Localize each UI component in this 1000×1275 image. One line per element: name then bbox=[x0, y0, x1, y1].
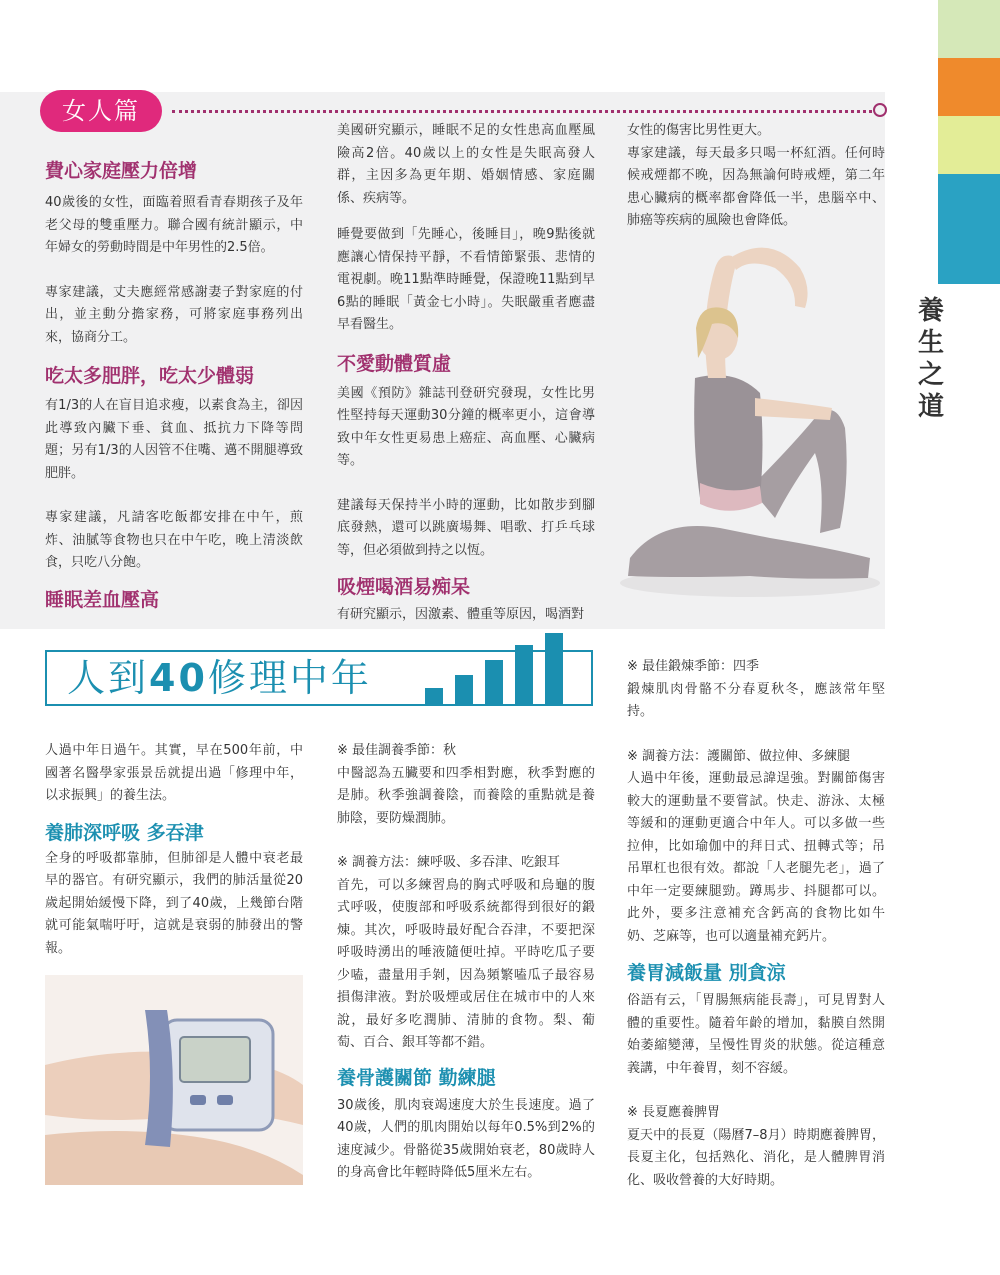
divider-end-circle bbox=[873, 103, 887, 117]
paragraph: 40歲後的女性，面臨着照看青春期孩子及年老父母的雙重壓力。聯合國有統計顯示，中年婦女的勞動時間是中年男性的2.5倍。 bbox=[45, 195, 303, 255]
banner-bar-4 bbox=[515, 645, 533, 706]
paragraph: 首先，可以多練習鳥的胸式呼吸和烏龜的腹式呼吸，使腹部和呼吸系統都得到很好的鍛煉。其次，呼吸時最好配合吞津，不要把深呼吸時湧出的唾液隨便吐掉。平時吃瓜子要少嗑，盡量用手剝，因為頻繁嗑瓜子最容易損傷津液。對於吸煙或居住在城市中的人來說，最好多吃潤肺、清肺的食物。梨、葡萄、百合、銀耳等都不錯。 bbox=[337, 877, 595, 1050]
heading-diet: 吃太多肥胖，吃太少體弱 bbox=[45, 365, 255, 387]
banner-bar-1 bbox=[425, 688, 443, 706]
color-tab-4 bbox=[938, 174, 1000, 284]
blood-pressure-monitor-photo bbox=[45, 975, 303, 1185]
paragraph: 女性的傷害比男性更大。 bbox=[627, 123, 771, 138]
note: ※ 長夏應養脾胃 bbox=[627, 1105, 721, 1120]
heading-bones: 養骨護關節 勤練腿 bbox=[337, 1066, 496, 1089]
midlife-column-3 bbox=[627, 656, 885, 1192]
color-tab-2 bbox=[938, 58, 1000, 116]
paragraph: 專家建議，每天最多只喝一杯紅酒。任何時候戒煙都不晚，因為無論何時戒煙，第二年患心臟病的概率都會降低一半，患腦卒中、肺癌等疾病的風險也會降低。 bbox=[627, 145, 885, 228]
paragraph: 全身的呼吸都靠肺，但肺卻是人體中衰老最早的器官。有研究顯示，我們的肺活量從20歲起開始緩慢下降，到了40歲，上幾節台階就可能氣喘吁吁，這就是衰弱的肺發出的警報。 bbox=[45, 850, 303, 956]
paragraph: 夏天中的長夏（陽曆7–8月）時期應養脾胃，長夏主化，包括熟化、消化，是人體脾胃消化、吸收營養的大好時期。 bbox=[627, 1127, 885, 1188]
heading-family-stress: 費心家庭壓力倍增 bbox=[45, 160, 198, 182]
women-column-2 bbox=[337, 120, 595, 627]
paragraph: 美國研究顯示，睡眠不足的女性患高血壓風險高2倍。40歲以上的女性是失眠高發人群，主因多為更年期、婚姻情感、家庭關係、疾病等。 bbox=[337, 123, 595, 206]
paragraph: 中醫認為五臟要和四季相對應，秋季對應的是肺。秋季強調養陰，而養陰的重點就是養肺陰，要防燥潤肺。 bbox=[337, 765, 595, 826]
paragraph: 建議每天保持半小時的運動，比如散步到腳底發熱，還可以跳廣場舞、唱歌、打乒乓球等，但必須做到持之以恆。 bbox=[337, 497, 595, 558]
banner-bar-3 bbox=[485, 660, 503, 706]
heading-stomach: 養胃減飯量 別貪涼 bbox=[627, 962, 786, 984]
note: ※ 最佳調養季節：秋 bbox=[337, 743, 457, 758]
paragraph: 專家建議，凡請客吃飯都安排在中午，煎炸、油膩等食物也只在中午吃，晚上清淡飲食，只吃八分飽。 bbox=[45, 510, 303, 570]
women-column-3 bbox=[627, 120, 885, 233]
paragraph: 有研究顯示，因激素、體重等原因，喝酒對 bbox=[337, 607, 585, 622]
color-tab-1 bbox=[938, 0, 1000, 58]
midlife-column-1 bbox=[45, 740, 303, 960]
heading-exercise: 不愛動體質虛 bbox=[337, 352, 452, 375]
banner-title-prefix: 人到 bbox=[67, 656, 150, 700]
paragraph: 專家建議，丈夫應經常感謝妻子對家庭的付出，並主動分擔家務，可將家庭事務列出來，協商分工。 bbox=[45, 284, 303, 345]
paragraph: 睡覺要做到「先睡心，後睡目」，晚9點後就應讓心情保持平靜，不看情節緊張、悲情的電視劇。晚11點準時睡覺，保證晚11點到早6點的睡眠「黃金七小時」。失眠嚴重者應盡早看醫生。 bbox=[337, 227, 595, 332]
banner-bar-5 bbox=[545, 633, 563, 706]
note: ※ 最佳鍛煉季節：四季 bbox=[627, 659, 760, 674]
women-section-badge: 女人篇 bbox=[40, 90, 162, 132]
midlife-banner-title bbox=[67, 652, 372, 704]
banner-title-number: 40 bbox=[149, 656, 208, 700]
midlife-column-2 bbox=[337, 740, 595, 1185]
dotted-divider bbox=[172, 110, 872, 113]
banner-title-suffix: 修理中年 bbox=[207, 656, 372, 700]
heading-smoking: 吸煙喝酒易痴呆 bbox=[337, 576, 471, 598]
note: ※ 調養方法：護關節、做拉伸、多練腿 bbox=[627, 748, 851, 764]
heading-lung: 養肺深呼吸 多吞津 bbox=[45, 821, 204, 844]
heading-sleep: 睡眠差血壓高 bbox=[45, 588, 160, 611]
vertical-section-title: 養生之道 bbox=[917, 296, 944, 422]
note: ※ 調養方法：練呼吸、多吞津、吃銀耳 bbox=[337, 855, 561, 870]
paragraph: 鍛煉肌肉骨骼不分春夏秋冬，應該常年堅持。 bbox=[627, 681, 885, 719]
banner-bar-2 bbox=[455, 675, 473, 706]
paragraph: 俗語有云，「胃腸無病能長壽」，可見胃對人體的重要性。隨着年齡的增加，黏膜自然開始萎縮變薄，呈慢性胃炎的狀態。從這種意義講，中年養胃，刻不容緩。 bbox=[627, 993, 885, 1076]
paragraph: 人過中年日過午。其實，早在500年前，中國著名醫學家張景岳就提出過「修理中年，以求振興」的養生法。 bbox=[45, 743, 303, 803]
paragraph: 人過中年後，運動最忌諱逞強。對關節傷害較大的運動量不要嘗試。快走、游泳、太極等緩和的運動更適合中年人。可以多做一些拉伸，比如瑜伽中的拜日式、扭轉式等；吊吊單杠也很有效。都說「人老腿先老」，過了中年一定要練腿勁。蹲馬步、抖腿都可以。此外，要多注意補充含鈣高的食物比如牛奶、芝麻等，也可以適量補充鈣片。 bbox=[627, 771, 885, 944]
paragraph: 30歲後，肌肉衰竭速度大於生長速度。過了40歲，人們的肌肉開始以每年0.5%到2%的速度減少。骨骼從35歲開始衰老，80歲時人的身高會比年輕時降低5厘米左右。 bbox=[337, 1097, 595, 1180]
yoga-woman-photo bbox=[600, 228, 890, 608]
paragraph: 有1/3的人在盲目追求瘦，以素食為主，卻因此導致內臟下垂、貧血、抵抗力下降等問題；另有1/3的人因管不住嘴、邁不開腿導致肥胖。 bbox=[45, 398, 303, 481]
women-column-1 bbox=[45, 158, 303, 613]
paragraph: 美國《預防》雜誌刊登研究發現，女性比男性堅持每天運動30分鐘的概率更小，這會導致中年女性更易患上癌症、高血壓、心臟病等。 bbox=[337, 385, 595, 468]
color-tab-3 bbox=[938, 116, 1000, 174]
page-number: 23 bbox=[924, 268, 938, 281]
